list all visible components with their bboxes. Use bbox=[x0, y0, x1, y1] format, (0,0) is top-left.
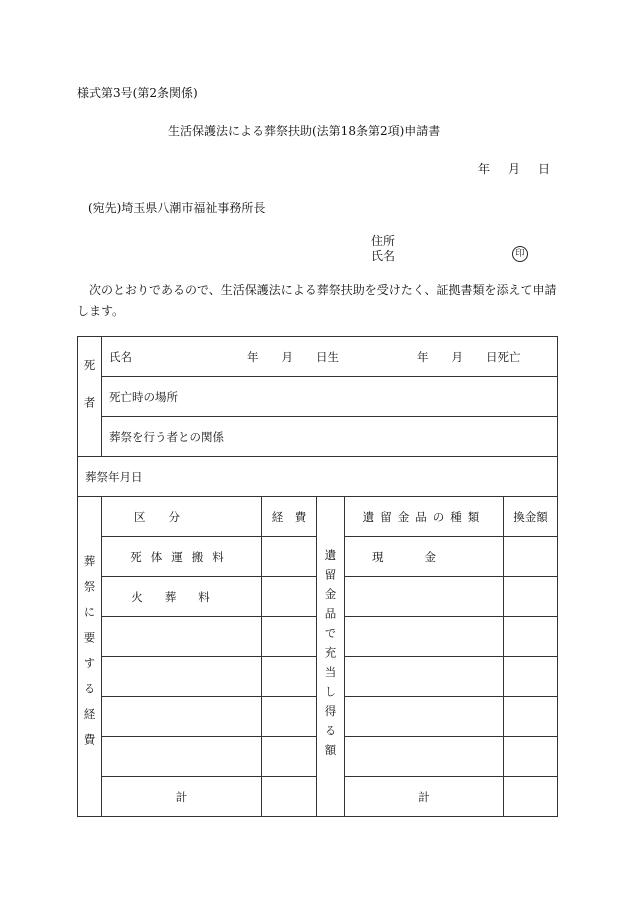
expense-row-6[interactable] bbox=[102, 737, 262, 777]
estate-value-6[interactable] bbox=[504, 737, 558, 777]
expense-row-4[interactable] bbox=[102, 657, 262, 697]
death-place-cell[interactable] bbox=[102, 377, 558, 417]
deceased-name-cell[interactable] bbox=[102, 337, 558, 377]
category-header-label: 区 分 bbox=[134, 509, 180, 524]
expense-cost-2[interactable] bbox=[262, 577, 317, 617]
estate-label-1: 現 金 bbox=[372, 549, 442, 564]
expenses-section-label: 葬祭に要する経費 bbox=[82, 554, 97, 759]
funeral-date-cell[interactable] bbox=[78, 457, 558, 497]
estate-total-row bbox=[345, 777, 504, 817]
expense-cost-4[interactable] bbox=[262, 657, 317, 697]
estate-value-3[interactable] bbox=[504, 617, 558, 657]
estate-section-cell bbox=[317, 497, 345, 817]
address-label: 住所 bbox=[371, 234, 396, 248]
expense-total-row bbox=[102, 777, 262, 817]
deceased-birth-label: 年 月 日生 bbox=[247, 349, 339, 364]
estate-section-label: 遺留金品で充当し得る額 bbox=[323, 549, 338, 764]
expense-row-2[interactable] bbox=[102, 577, 262, 617]
estate-type-header-label: 遺留金品の種類 bbox=[362, 509, 486, 524]
expense-total-label: 計 bbox=[175, 789, 188, 804]
relation-cell[interactable] bbox=[102, 417, 558, 457]
estate-total-label: 計 bbox=[418, 789, 430, 804]
estate-total-value[interactable] bbox=[504, 777, 558, 817]
name-label: 氏名 bbox=[371, 249, 396, 263]
application-form-table bbox=[77, 336, 558, 817]
funeral-date-label: 葬祭年月日 bbox=[85, 469, 143, 484]
form-number: 様式第3号(第2条関係) bbox=[77, 86, 198, 100]
deceased-section-cell bbox=[78, 337, 102, 457]
relation-label: 葬祭を行う者との関係 bbox=[109, 429, 224, 444]
estate-row-2[interactable] bbox=[345, 577, 504, 617]
body-text: 次のとおりであるので、生活保護法による葬祭扶助を受けたく、証拠書類を添えて申請します。 bbox=[77, 283, 557, 318]
deceased-section-label: 死者 bbox=[82, 359, 97, 434]
expense-total-value[interactable] bbox=[262, 777, 317, 817]
expense-label-2: 火葬料 bbox=[131, 589, 232, 604]
cost-header-label: 経 費 bbox=[271, 509, 307, 524]
page-title: 生活保護法による葬祭扶助(法第18条第2項)申請書 bbox=[168, 124, 441, 138]
expense-cost-5[interactable] bbox=[262, 697, 317, 737]
estate-value-1[interactable] bbox=[504, 537, 558, 577]
estate-value-4[interactable] bbox=[504, 657, 558, 697]
cost-header bbox=[262, 497, 317, 537]
estate-value-2[interactable] bbox=[504, 577, 558, 617]
addressee: (宛先)埼玉県八潮市福祉事務所長 bbox=[88, 201, 266, 215]
estate-row-3[interactable] bbox=[345, 617, 504, 657]
expense-cost-3[interactable] bbox=[262, 617, 317, 657]
estate-row-1[interactable] bbox=[345, 537, 504, 577]
expenses-section-cell bbox=[78, 497, 102, 817]
expense-row-3[interactable] bbox=[102, 617, 262, 657]
expense-row-1[interactable] bbox=[102, 537, 262, 577]
estate-row-6[interactable] bbox=[345, 737, 504, 777]
estate-value-header bbox=[504, 497, 558, 537]
estate-row-5[interactable] bbox=[345, 697, 504, 737]
deceased-death-label: 年 月 日死亡 bbox=[417, 349, 521, 364]
date-label: 年 月 日 bbox=[478, 162, 554, 176]
expense-label-1: 死体運搬料 bbox=[130, 549, 233, 564]
death-place-label: 死亡時の場所 bbox=[109, 389, 178, 404]
category-header bbox=[102, 497, 262, 537]
expense-row-5[interactable] bbox=[102, 697, 262, 737]
estate-value-5[interactable] bbox=[504, 697, 558, 737]
estate-value-header-label: 換金額 bbox=[513, 509, 548, 524]
deceased-name-label: 氏名 bbox=[109, 349, 132, 364]
estate-row-4[interactable] bbox=[345, 657, 504, 697]
expense-cost-1[interactable] bbox=[262, 537, 317, 577]
expense-cost-6[interactable] bbox=[262, 737, 317, 777]
seal-icon: 印 bbox=[512, 246, 528, 262]
estate-type-header bbox=[345, 497, 504, 537]
